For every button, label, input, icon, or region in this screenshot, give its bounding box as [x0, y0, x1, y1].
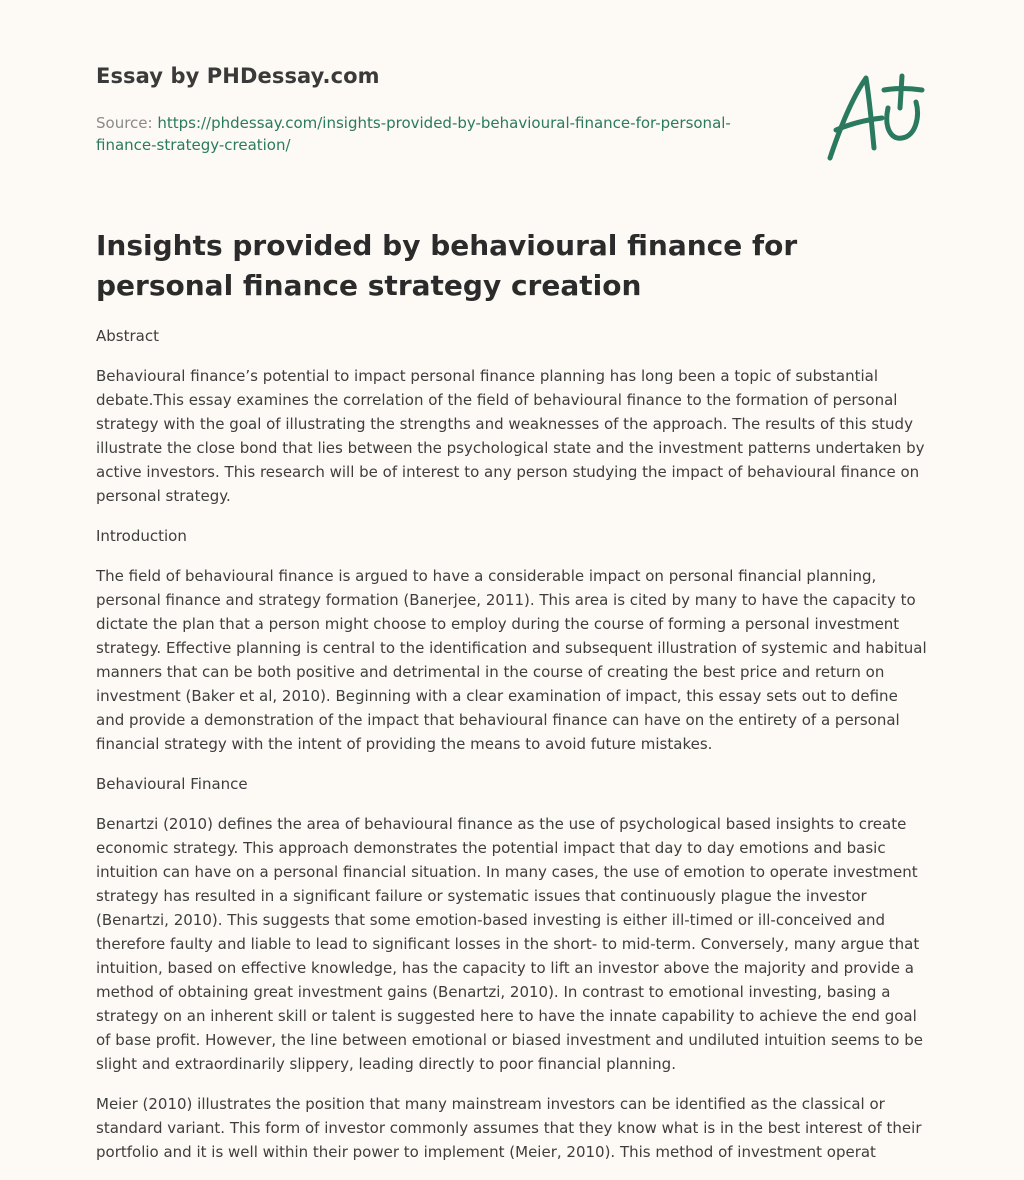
source-line: [96, 112, 776, 156]
essay-title: Insights provided by behavioural finance for personal finance strategy creation: [96, 229, 798, 302]
paragraph: Behavioural finance’s potential to impact personal finance planning has long been a topic of substantial debate.This essay examines the correlation of the field of behavioural finance to the formation of personal strategy with the goal of illustrating the strengths and weaknesses of the approach. The results of this study illustrate the close bond that lies between the psychological state and the investment patterns undertaken by active investors. This research will be of interest to any person studying the impact of behavioural finance on personal strategy.: [96, 367, 925, 505]
paragraph: Meier (2010) illustrates the position that many mainstream investors can be identified as the classical or standard variant. This form of investor commonly assumes that they know what is in the best interest of their portfolio and it is well within their power to implement (Meier, 2010). This method of investment operat: [96, 1095, 922, 1161]
essay-body: [96, 324, 928, 1180]
paragraph: The field of behavioural finance is argued to have a considerable impact on personal financial planning, personal finance and strategy formation (Banerjee, 2011). This area is cited by many to have the capacity to dictate the plan that a person might choose to employ during the course of forming a personal investment strategy. Effective planning is central to the identification and subsequent illustration of systemic and habitual manners that can be both positive and detrimental in the course of creating the best price and return on investment (Baker et al, 2010). Beginning with a clear examination of impact, this essay sets out to define and provide a demonstration of the impact that behavioural finance can have on the entirety of a personal financial strategy with the intent of providing the means to avoid future mistakes.: [96, 567, 927, 753]
section-heading-behavioural-finance: Behavioural Finance: [96, 775, 248, 793]
source-link[interactable]: https://phdessay.com/insights-provided-by-behavioural-finance-for-personal-finance-strategy-creation/: [96, 114, 731, 154]
a-plus-logo-icon: [822, 68, 932, 168]
paragraph: Benartzi (2010) defines the area of behavioural finance as the use of psychological based insights to create economic strategy. This approach demonstrates the potential impact that day to day emotions and basic intuition can have on a personal financial situation. In many cases, the use of emotion to operate investment strategy has resulted in a significant failure or systematic issues that continuously plague the investor (Benartzi, 2010). This suggests that some emotion-based investing is either ill-timed or ill-conceived and therefore faulty and liable to lead to significant losses in the short- to mid-term. Conversely, many argue that intuition, based on effective knowledge, has the capacity to lift an investor above the majority and provide a method of obtaining great investment gains (Benartzi, 2010). In contrast to emotional investing, basing a strategy on an inherent skill or talent is suggested here to have the innate capability to achieve the end goal of base profit. However, the line between emotional or biased investment and undiluted intuition seems to be slight and extraordinarily slippery, leading directly to poor financial planning.: [96, 815, 923, 1073]
section-heading-introduction: Introduction: [96, 527, 187, 545]
section-heading-abstract: Abstract: [96, 327, 159, 345]
site-brand: Essay by PHDessay.com: [96, 64, 380, 88]
source-label: Source:: [96, 114, 158, 132]
